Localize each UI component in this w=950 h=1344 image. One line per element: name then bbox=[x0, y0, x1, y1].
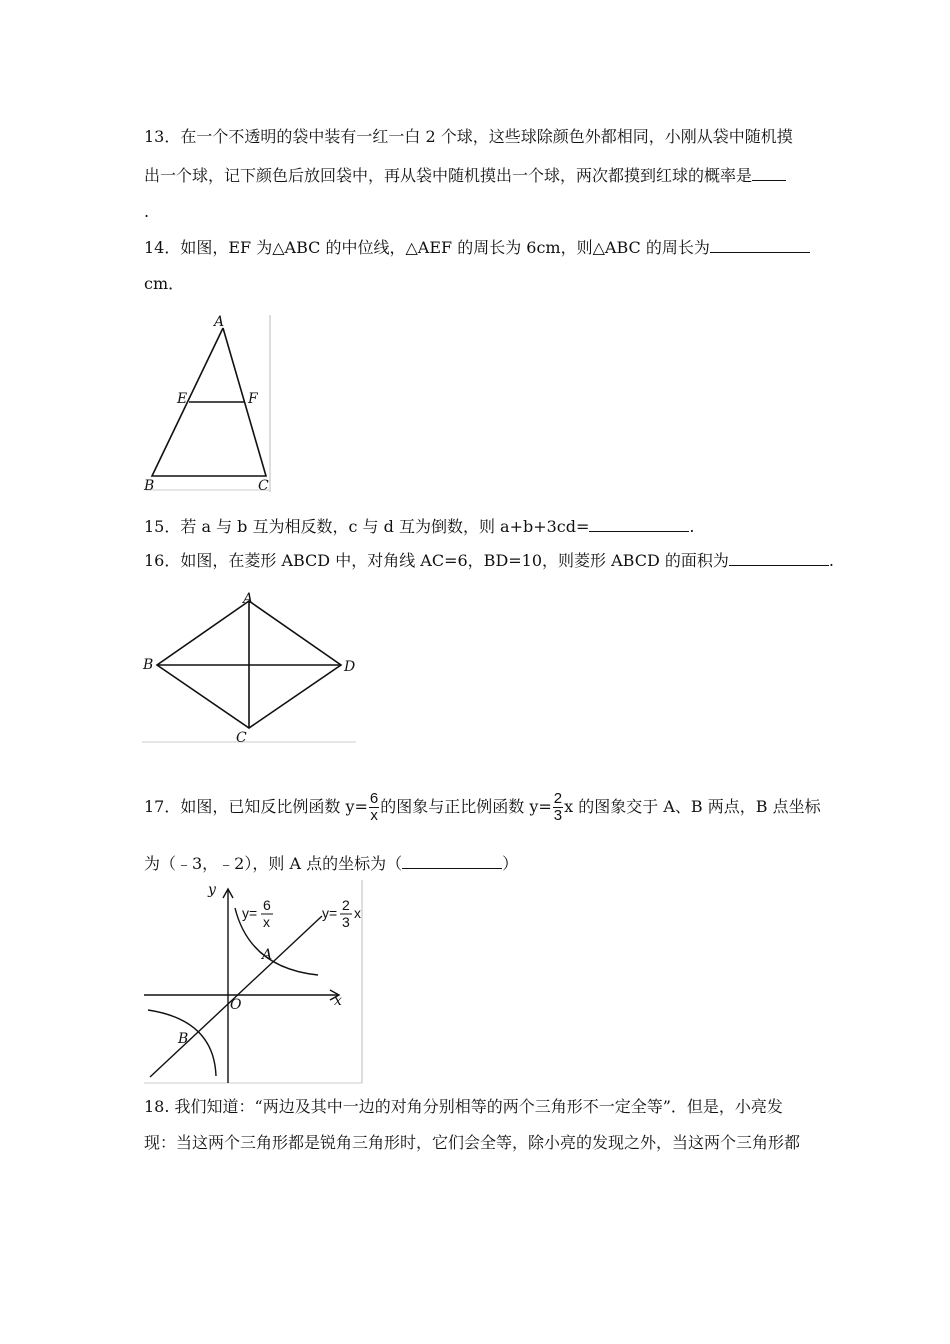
q16-answer-blank bbox=[729, 550, 829, 566]
q17-fraction-2-over-3 bbox=[553, 791, 563, 824]
q17-line2b: ） bbox=[502, 854, 519, 873]
line-label-den: 3 bbox=[342, 914, 350, 930]
point-b-label: B bbox=[178, 1031, 189, 1047]
y-axis-label: y bbox=[208, 882, 216, 898]
label-b: B bbox=[144, 478, 155, 494]
frac1-den: x bbox=[370, 807, 378, 824]
q14-triangle-figure bbox=[142, 312, 274, 494]
q14-line1-text: 14．如图，EF 为△ABC 的中位线，△AEF 的周长为 6cm，则△ABC 的周长为 bbox=[144, 238, 710, 257]
q18-line1: 18. 我们知道：“两边及其中一边的对角分别相等的两个三角形不一定全等”．但是，小亮发 bbox=[144, 1097, 783, 1116]
line-label-prefix: y= bbox=[322, 905, 338, 921]
label-b: B bbox=[143, 657, 154, 673]
q13-line2-text: 出一个球，记下颜色后放回袋中，再从袋中随机摸出一个球，两次都摸到红球的概率是 bbox=[144, 166, 753, 185]
q16-end: . bbox=[828, 551, 834, 570]
q16-text: 16．如图，在菱形 ABCD 中，对角线 AC=6，BD=10，则菱形 ABCD 的面积为 bbox=[144, 551, 729, 570]
q17-line2 bbox=[144, 853, 518, 874]
q13-line1: 13．在一个不透明的袋中装有一红一白 2 个球，这些球除颜色外都相同，小刚从袋中随机摸 bbox=[144, 127, 793, 146]
label-a: A bbox=[243, 591, 254, 607]
q14-line1 bbox=[144, 237, 810, 258]
q17-fraction-6-over-x bbox=[369, 791, 379, 824]
origin-label: O bbox=[230, 997, 242, 1013]
label-a: A bbox=[214, 314, 225, 330]
q14-answer-blank bbox=[710, 237, 810, 253]
q17-answer-blank bbox=[402, 853, 502, 869]
frac1-num: 6 bbox=[369, 790, 379, 807]
frac2-den: 3 bbox=[553, 807, 563, 824]
frac2-num: 2 bbox=[553, 790, 563, 807]
q16-rhombus-figure bbox=[142, 588, 358, 746]
q13-line3: . bbox=[144, 202, 150, 221]
q17-graph-figure bbox=[142, 878, 368, 1086]
label-d: D bbox=[344, 659, 356, 675]
q15-text: 15．若 a 与 b 互为相反数，c 与 d 互为倒数，则 a+b+3cd= bbox=[144, 517, 590, 536]
q15-end: . bbox=[689, 517, 695, 536]
q17-line2a: 为（﹣3，﹣2），则 A 点的坐标为（ bbox=[144, 854, 403, 873]
q17-line1 bbox=[144, 791, 821, 824]
label-c: C bbox=[236, 730, 247, 746]
line-label-num: 2 bbox=[342, 897, 350, 913]
hyperbola-label-prefix: y= bbox=[242, 905, 258, 921]
q18-line2: 现：当这两个三角形都是锐角三角形时，它们会全等，除小亮的发现之外，当这两个三角形都 bbox=[144, 1133, 801, 1152]
label-f: F bbox=[248, 391, 258, 407]
label-c: C bbox=[258, 478, 269, 494]
q15-answer-blank bbox=[589, 516, 689, 532]
x-axis-label: x bbox=[334, 993, 342, 1009]
hyperbola-label-num: 6 bbox=[263, 897, 271, 913]
label-e: E bbox=[177, 391, 188, 407]
line-label-suffix: x bbox=[354, 905, 361, 921]
q17-part2: 的图象与正比例函数 y= bbox=[380, 797, 552, 816]
hyperbola-label-den: x bbox=[263, 914, 270, 930]
q13-line2 bbox=[144, 165, 786, 186]
q17-part3: x 的图象交于 A、B 两点，B 点坐标 bbox=[564, 797, 821, 816]
q14-line2: cm． bbox=[144, 274, 185, 293]
q13-answer-blank bbox=[752, 165, 786, 181]
q16-line bbox=[144, 550, 834, 571]
q17-part1: 17．如图，已知反比例函数 y= bbox=[144, 797, 368, 816]
point-a-label: A bbox=[262, 947, 273, 963]
q15-line bbox=[144, 516, 695, 537]
